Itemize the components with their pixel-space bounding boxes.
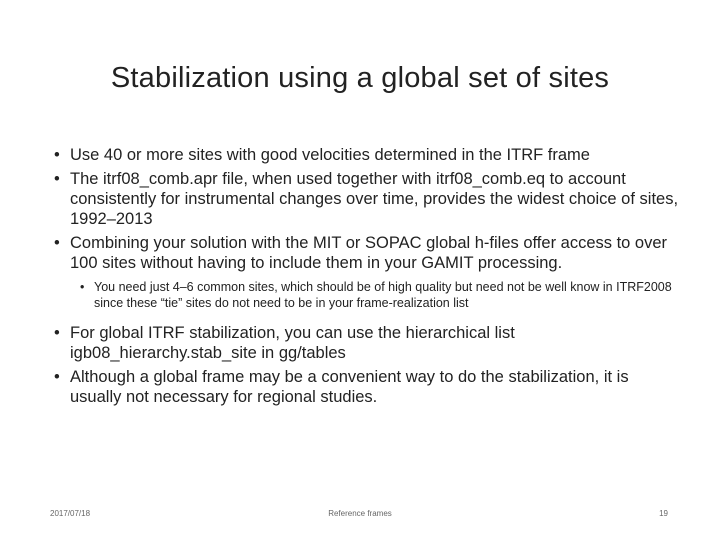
bullet-item: • Use 40 or more sites with good velocities determined in the ITRF frame bbox=[52, 145, 682, 165]
footer-title: Reference frames bbox=[328, 509, 392, 518]
footer-date: 2017/07/18 bbox=[50, 509, 91, 518]
slide-content bbox=[52, 145, 682, 411]
bullet-item: • Combining your solution with the MIT or SOPAC global h-files offer access to over 100 sites without having to include them in your GAMIT processing. bbox=[52, 233, 682, 273]
sub-bullet-item: • You need just 4–6 common sites, which should be of high quality but need not be well know in ITRF2008 since these “tie” sites do not need to be in your frame-realization list bbox=[78, 279, 682, 311]
bullet-item: • For global ITRF stabilization, you can use the hierarchical list igb08_hierarchy.stab_site in gg/tables bbox=[52, 323, 682, 363]
slide-title: Stabilization using a global set of sites bbox=[110, 62, 610, 94]
bullet-item: • Although a global frame may be a convenient way to do the stabilization, it is usually not necessary for regional studies. bbox=[52, 367, 682, 407]
bullet-item: • The itrf08_comb.apr file, when used together with itrf08_comb.eq to account consistently for instrumental changes over time, provides the widest choice of sites, 1992–2013 bbox=[52, 169, 682, 229]
page-number: 19 bbox=[659, 509, 668, 518]
